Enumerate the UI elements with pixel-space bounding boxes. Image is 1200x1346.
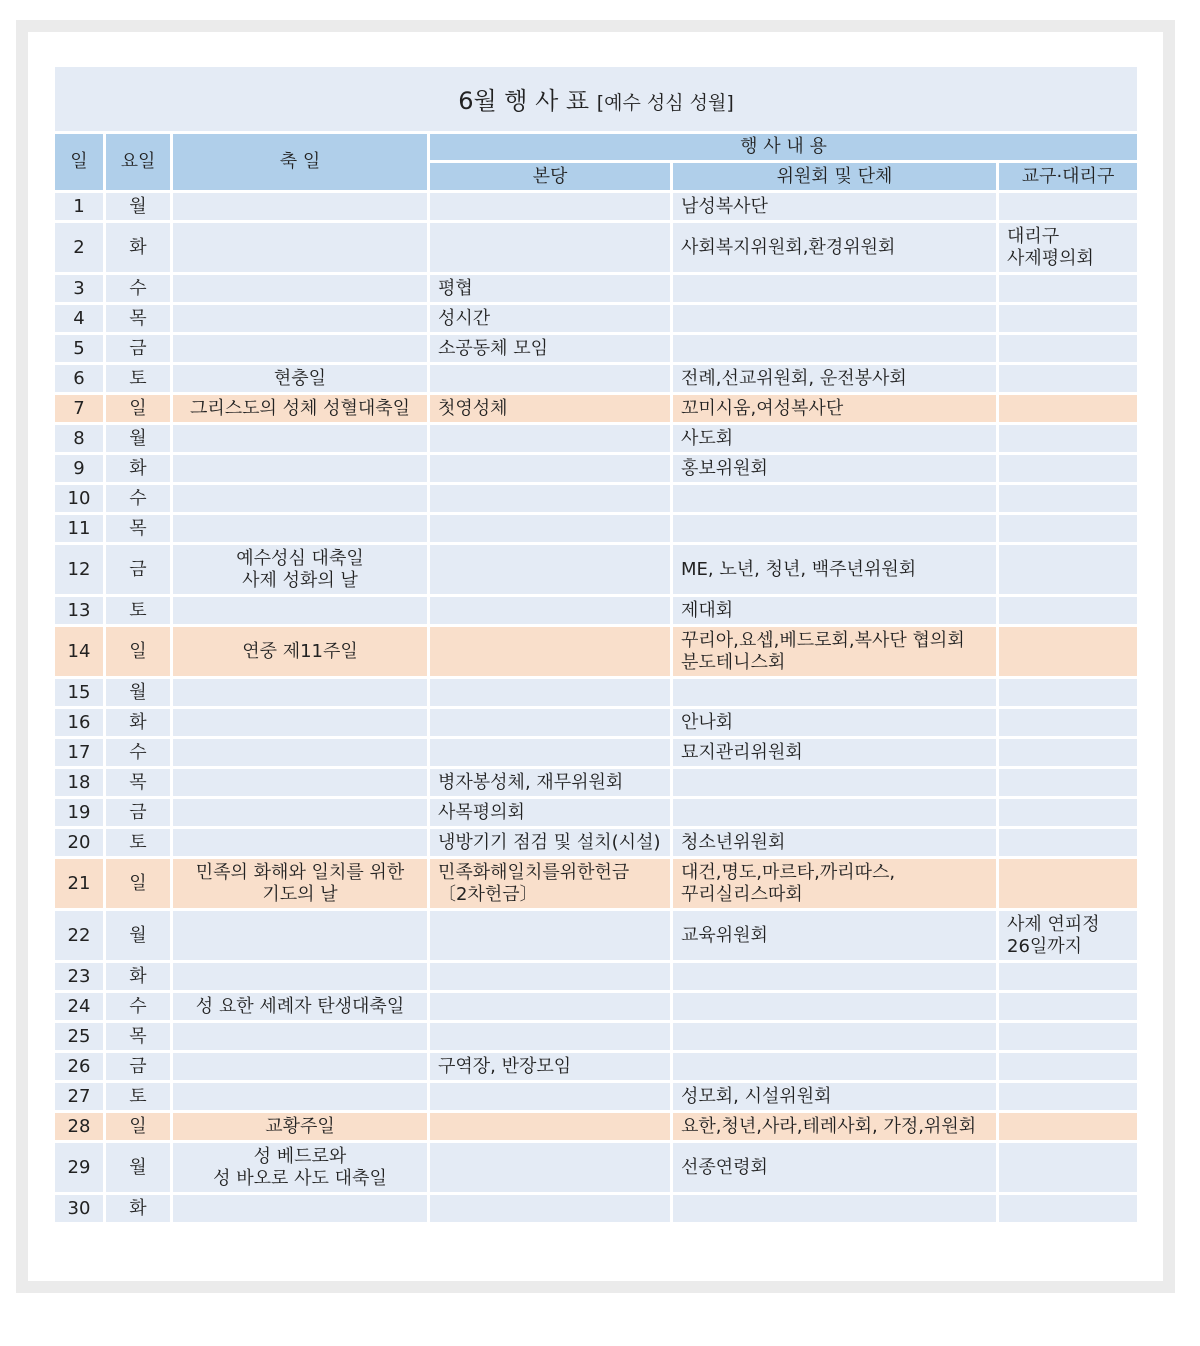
table-row [54, 798, 1139, 828]
district-cell [998, 992, 1139, 1022]
main-church-cell [429, 424, 672, 454]
committee-cell: 성모회, 시설위원회 [672, 1082, 998, 1112]
committee-cell [672, 768, 998, 798]
table-row [54, 1112, 1139, 1142]
table-body [54, 192, 1139, 1224]
main-church-cell [429, 626, 672, 678]
table-row [54, 304, 1139, 334]
table-row [54, 1142, 1139, 1194]
district-cell [998, 962, 1139, 992]
day-cell: 6 [54, 364, 105, 394]
table-row [54, 858, 1139, 910]
feast-cell [172, 678, 429, 708]
committee-cell [672, 992, 998, 1022]
feast-cell [172, 962, 429, 992]
committee-cell [672, 678, 998, 708]
district-cell [998, 596, 1139, 626]
district-cell [998, 394, 1139, 424]
committee-cell [672, 962, 998, 992]
main-church-cell [429, 708, 672, 738]
main-church-cell [429, 222, 672, 274]
district-cell [998, 858, 1139, 910]
table-row [54, 1082, 1139, 1112]
feast-cell [172, 222, 429, 274]
table-row [54, 192, 1139, 222]
day-cell: 7 [54, 394, 105, 424]
header-feast: 축 일 [172, 133, 429, 192]
feast-cell [172, 596, 429, 626]
header-weekday: 요일 [105, 133, 172, 192]
day-cell: 1 [54, 192, 105, 222]
day-cell: 21 [54, 858, 105, 910]
feast-cell [172, 484, 429, 514]
feast-cell [172, 738, 429, 768]
committee-cell: 홍보위원회 [672, 454, 998, 484]
table-row [54, 992, 1139, 1022]
day-cell: 13 [54, 596, 105, 626]
weekday-cell: 토 [105, 596, 172, 626]
day-cell: 26 [54, 1052, 105, 1082]
committee-cell: 안나회 [672, 708, 998, 738]
header-committees: 위원회 및 단체 [672, 162, 998, 192]
committee-cell: 꾸리아,요셉,베드로회,복사단 협의회 분도테니스회 [672, 626, 998, 678]
day-cell: 11 [54, 514, 105, 544]
header-district: 교구·대리구 [998, 162, 1139, 192]
main-church-cell [429, 596, 672, 626]
main-church-cell [429, 678, 672, 708]
feast-cell: 성 요한 세례자 탄생대축일 [172, 992, 429, 1022]
main-church-cell [429, 962, 672, 992]
weekday-cell: 토 [105, 828, 172, 858]
district-cell [998, 678, 1139, 708]
header-main-church: 본당 [429, 162, 672, 192]
committee-cell [672, 1052, 998, 1082]
table-row [54, 596, 1139, 626]
feast-cell: 성 베드로와 성 바오로 사도 대축일 [172, 1142, 429, 1194]
committee-cell [672, 798, 998, 828]
feast-cell [172, 798, 429, 828]
feast-cell: 연중 제11주일 [172, 626, 429, 678]
weekday-cell: 월 [105, 424, 172, 454]
feast-cell [172, 1082, 429, 1112]
weekday-cell: 일 [105, 394, 172, 424]
main-church-cell: 소공동체 모임 [429, 334, 672, 364]
main-church-cell: 민족화해일치를위한헌금 〔2차헌금〕 [429, 858, 672, 910]
header-events: 행 사 내 용 [429, 133, 1139, 162]
table-row [54, 222, 1139, 274]
district-cell [998, 514, 1139, 544]
day-cell: 4 [54, 304, 105, 334]
day-cell: 12 [54, 544, 105, 596]
main-church-cell [429, 364, 672, 394]
district-cell: 사제 연피정 26일까지 [998, 910, 1139, 962]
district-cell [998, 544, 1139, 596]
committee-cell: 전례,선교위원회, 운전봉사회 [672, 364, 998, 394]
main-church-cell [429, 484, 672, 514]
district-cell [998, 626, 1139, 678]
main-church-cell [429, 910, 672, 962]
feast-cell [172, 828, 429, 858]
district-cell [998, 1052, 1139, 1082]
day-cell: 29 [54, 1142, 105, 1194]
main-church-cell [429, 1082, 672, 1112]
feast-cell: 그리스도의 성체 성혈대축일 [172, 394, 429, 424]
committee-cell [672, 1194, 998, 1224]
district-cell [998, 1082, 1139, 1112]
district-cell [998, 304, 1139, 334]
district-cell [998, 768, 1139, 798]
district-cell [998, 1142, 1139, 1194]
weekday-cell: 일 [105, 1112, 172, 1142]
main-church-cell [429, 992, 672, 1022]
weekday-cell: 목 [105, 304, 172, 334]
committee-cell: ME, 노년, 청년, 백주년위원회 [672, 544, 998, 596]
main-church-cell: 병자봉성체, 재무위원회 [429, 768, 672, 798]
table-row [54, 626, 1139, 678]
table-row [54, 544, 1139, 596]
title-main: 6월 행 사 표 [458, 87, 590, 115]
day-cell: 3 [54, 274, 105, 304]
table-row [54, 962, 1139, 992]
weekday-cell: 화 [105, 708, 172, 738]
table-row [54, 910, 1139, 962]
district-cell [998, 798, 1139, 828]
main-church-cell [429, 544, 672, 596]
district-cell [998, 192, 1139, 222]
table-row [54, 708, 1139, 738]
committee-cell [672, 514, 998, 544]
committee-cell: 제대회 [672, 596, 998, 626]
day-cell: 16 [54, 708, 105, 738]
district-cell [998, 1112, 1139, 1142]
feast-cell: 교황주일 [172, 1112, 429, 1142]
weekday-cell: 월 [105, 192, 172, 222]
day-cell: 28 [54, 1112, 105, 1142]
feast-cell [172, 1052, 429, 1082]
weekday-cell: 수 [105, 274, 172, 304]
weekday-cell: 목 [105, 768, 172, 798]
main-church-cell: 사목평의회 [429, 798, 672, 828]
main-church-cell: 첫영성체 [429, 394, 672, 424]
table-row [54, 274, 1139, 304]
table-row [54, 454, 1139, 484]
table-row [54, 738, 1139, 768]
committee-cell: 청소년위원회 [672, 828, 998, 858]
committee-cell: 선종연령회 [672, 1142, 998, 1194]
weekday-cell: 화 [105, 1194, 172, 1224]
day-cell: 30 [54, 1194, 105, 1224]
committee-cell: 대건,명도,마르타,까리따스, 꾸리실리스따회 [672, 858, 998, 910]
feast-cell: 현충일 [172, 364, 429, 394]
district-cell [998, 1194, 1139, 1224]
feast-cell [172, 334, 429, 364]
weekday-cell: 토 [105, 1082, 172, 1112]
feast-cell: 민족의 화해와 일치를 위한 기도의 날 [172, 858, 429, 910]
district-cell [998, 424, 1139, 454]
committee-cell [672, 334, 998, 364]
page-inner [28, 32, 1163, 1281]
table-row [54, 828, 1139, 858]
table-title [54, 66, 1139, 133]
weekday-cell: 목 [105, 1022, 172, 1052]
district-cell [998, 484, 1139, 514]
district-cell [998, 738, 1139, 768]
feast-cell [172, 274, 429, 304]
weekday-cell: 월 [105, 910, 172, 962]
weekday-cell: 화 [105, 222, 172, 274]
weekday-cell: 금 [105, 1052, 172, 1082]
committee-cell: 요한,청년,사라,테레사회, 가정,위원회 [672, 1112, 998, 1142]
feast-cell [172, 454, 429, 484]
day-cell: 8 [54, 424, 105, 454]
table-row [54, 678, 1139, 708]
committee-cell: 남성복사단 [672, 192, 998, 222]
day-cell: 18 [54, 768, 105, 798]
committee-cell [672, 484, 998, 514]
weekday-cell: 월 [105, 678, 172, 708]
district-cell [998, 454, 1139, 484]
day-cell: 14 [54, 626, 105, 678]
table-row [54, 1022, 1139, 1052]
day-cell: 22 [54, 910, 105, 962]
committee-cell [672, 1022, 998, 1052]
committee-cell: 교육위원회 [672, 910, 998, 962]
day-cell: 24 [54, 992, 105, 1022]
main-church-cell: 냉방기기 점검 및 설치(시설) [429, 828, 672, 858]
main-church-cell: 성시간 [429, 304, 672, 334]
header-day: 일 [54, 133, 105, 192]
district-cell [998, 1022, 1139, 1052]
day-cell: 17 [54, 738, 105, 768]
main-church-cell [429, 1142, 672, 1194]
main-church-cell [429, 192, 672, 222]
weekday-cell: 목 [105, 514, 172, 544]
feast-cell [172, 304, 429, 334]
table-row [54, 1194, 1139, 1224]
committee-cell: 사회복지위원회,환경위원회 [672, 222, 998, 274]
committee-cell: 사도회 [672, 424, 998, 454]
table-row [54, 394, 1139, 424]
feast-cell: 예수성심 대축일 사제 성화의 날 [172, 544, 429, 596]
district-cell: 대리구 사제평의회 [998, 222, 1139, 274]
weekday-cell: 토 [105, 364, 172, 394]
day-cell: 2 [54, 222, 105, 274]
day-cell: 25 [54, 1022, 105, 1052]
feast-cell [172, 192, 429, 222]
weekday-cell: 월 [105, 1142, 172, 1194]
table-row [54, 514, 1139, 544]
table-row [54, 424, 1139, 454]
main-church-cell [429, 738, 672, 768]
weekday-cell: 금 [105, 334, 172, 364]
page-frame [16, 20, 1175, 1293]
weekday-cell: 일 [105, 626, 172, 678]
main-church-cell [429, 1022, 672, 1052]
day-cell: 15 [54, 678, 105, 708]
feast-cell [172, 768, 429, 798]
table-row [54, 1052, 1139, 1082]
weekday-cell: 화 [105, 454, 172, 484]
feast-cell [172, 708, 429, 738]
title-sub: [예수 성심 성월] [596, 92, 734, 114]
district-cell [998, 274, 1139, 304]
table-row [54, 484, 1139, 514]
main-church-cell [429, 1112, 672, 1142]
feast-cell [172, 424, 429, 454]
day-cell: 9 [54, 454, 105, 484]
weekday-cell: 수 [105, 738, 172, 768]
main-church-cell [429, 514, 672, 544]
weekday-cell: 화 [105, 962, 172, 992]
feast-cell [172, 1022, 429, 1052]
table-row [54, 334, 1139, 364]
weekday-cell: 금 [105, 544, 172, 596]
weekday-cell: 일 [105, 858, 172, 910]
day-cell: 20 [54, 828, 105, 858]
day-cell: 23 [54, 962, 105, 992]
committee-cell [672, 274, 998, 304]
main-church-cell [429, 454, 672, 484]
day-cell: 10 [54, 484, 105, 514]
feast-cell [172, 514, 429, 544]
district-cell [998, 364, 1139, 394]
district-cell [998, 828, 1139, 858]
main-church-cell: 구역장, 반장모임 [429, 1052, 672, 1082]
weekday-cell: 수 [105, 484, 172, 514]
main-church-cell: 평협 [429, 274, 672, 304]
committee-cell: 꼬미시움,여성복사단 [672, 394, 998, 424]
table-row [54, 364, 1139, 394]
day-cell: 27 [54, 1082, 105, 1112]
feast-cell [172, 1194, 429, 1224]
day-cell: 19 [54, 798, 105, 828]
committee-cell [672, 304, 998, 334]
day-cell: 5 [54, 334, 105, 364]
district-cell [998, 708, 1139, 738]
feast-cell [172, 910, 429, 962]
committee-cell: 묘지관리위원회 [672, 738, 998, 768]
table-row [54, 768, 1139, 798]
main-church-cell [429, 1194, 672, 1224]
district-cell [998, 334, 1139, 364]
weekday-cell: 수 [105, 992, 172, 1022]
weekday-cell: 금 [105, 798, 172, 828]
event-schedule-table [52, 64, 1140, 1225]
